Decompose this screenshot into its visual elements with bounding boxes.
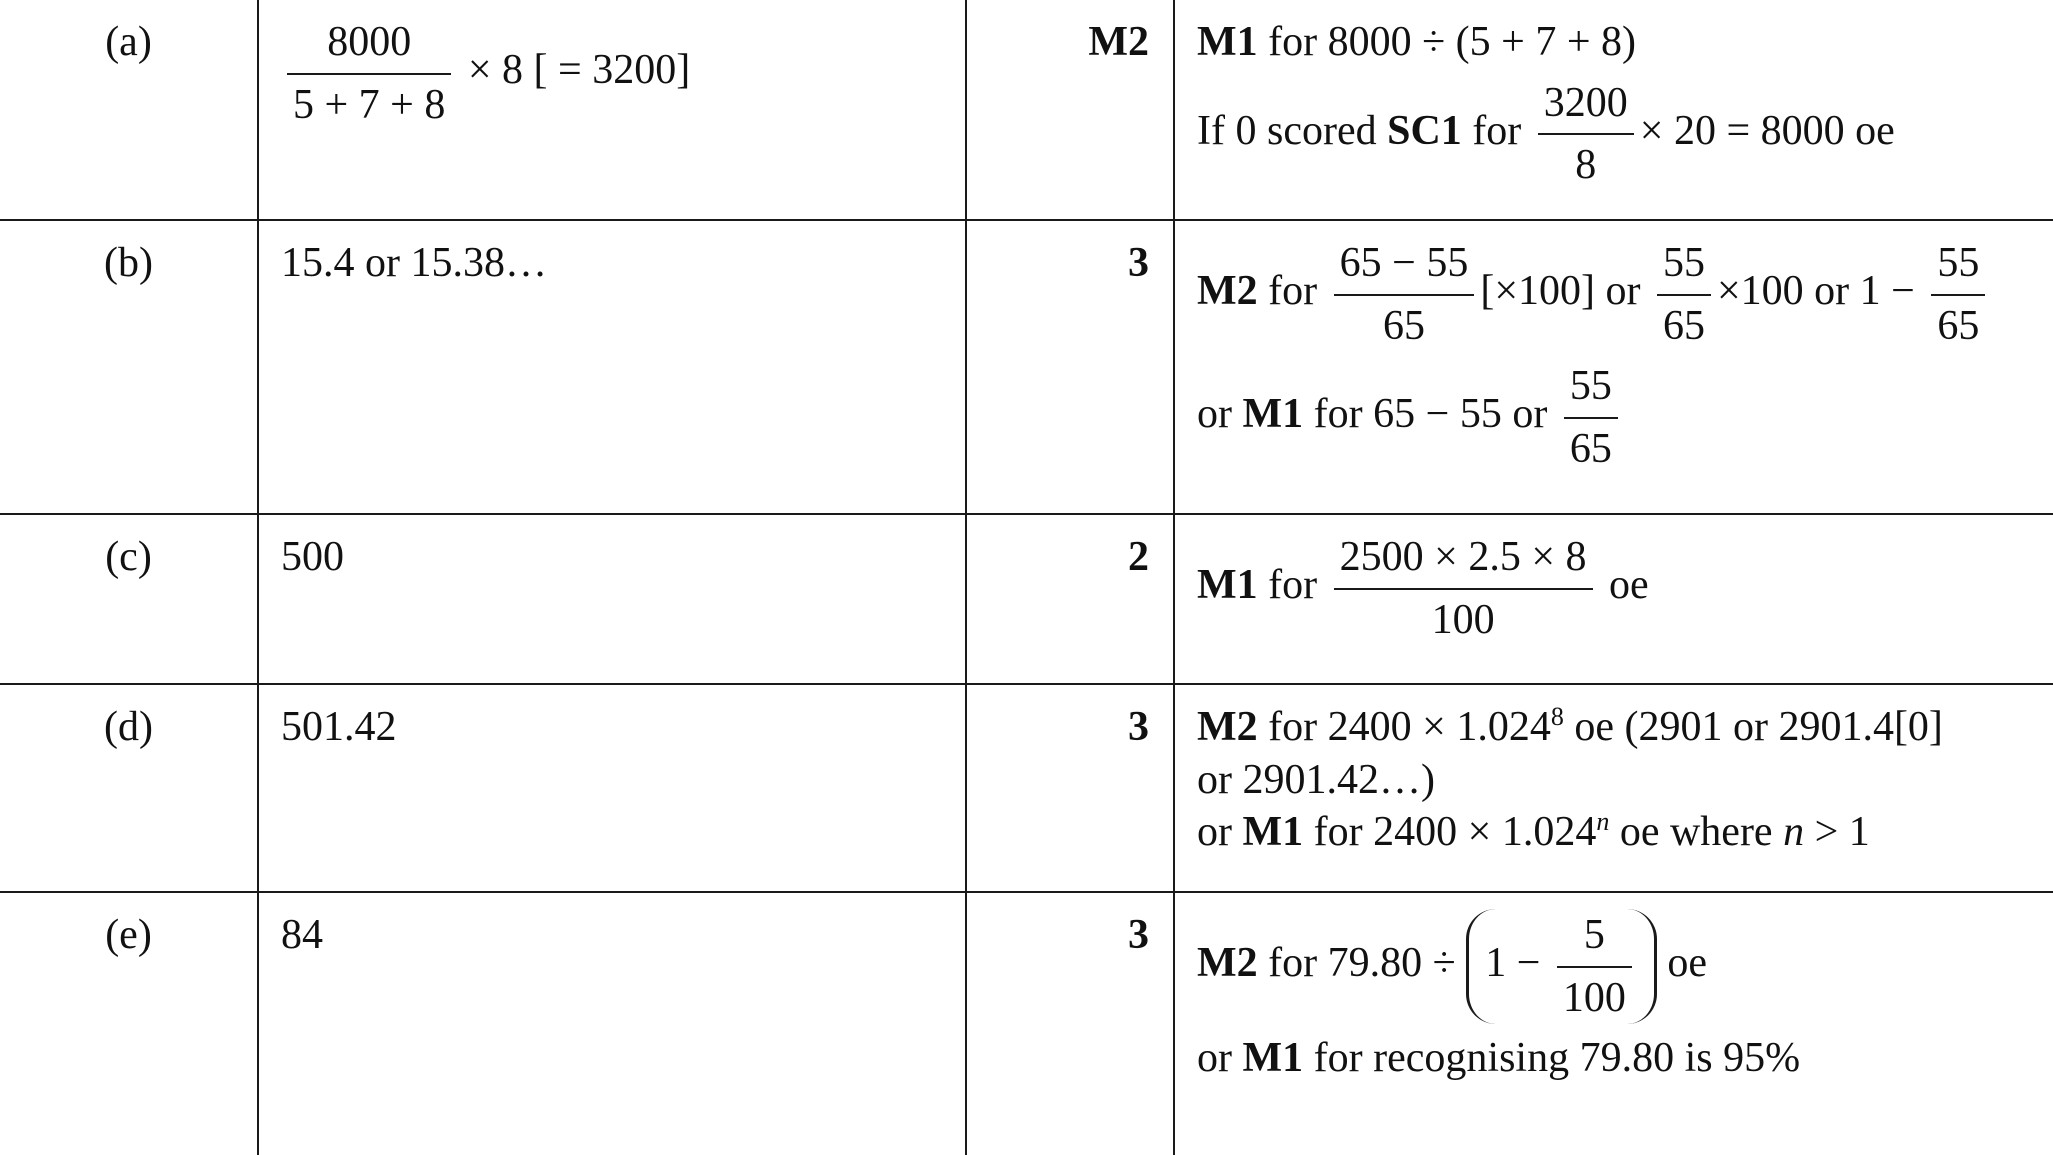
notes-text: > 1 xyxy=(1804,809,1870,855)
notes-text: oe (2901 or 2901.4[0] xyxy=(1563,704,1943,750)
answer-cell xyxy=(258,0,966,220)
fraction xyxy=(1334,531,1593,646)
part-label: (c) xyxy=(0,514,258,684)
exponent: 8 xyxy=(1550,702,1564,731)
mark-code: M2 xyxy=(1197,268,1258,315)
notes-text: for xyxy=(1257,562,1328,609)
numerator: 8000 xyxy=(287,16,451,75)
numerator: 65 − 55 xyxy=(1334,237,1475,296)
notes-cell xyxy=(1174,0,2053,220)
notes-line: or 2901.42…) xyxy=(1197,756,1435,803)
notes-text: 1 − xyxy=(1485,940,1551,987)
numerator: 5 xyxy=(1557,909,1632,968)
notes-text: or xyxy=(1197,391,1243,438)
notes-line xyxy=(1197,909,2031,1024)
notes-text: or xyxy=(1197,809,1243,855)
denominator: 65 xyxy=(1382,302,1425,349)
parenthesised-expression xyxy=(1466,909,1657,1024)
denominator: 100 xyxy=(1431,596,1495,643)
notes-text: oe xyxy=(1598,562,1649,609)
mark-code: M1 xyxy=(1242,1035,1304,1081)
numerator: 55 xyxy=(1564,360,1618,419)
table-row xyxy=(0,514,2053,684)
notes-line xyxy=(1197,701,2031,754)
mark-code: M2 xyxy=(1197,704,1258,750)
fraction xyxy=(1557,909,1632,1024)
denominator: 100 xyxy=(1562,974,1626,1021)
mark-code: M2 xyxy=(1197,940,1258,987)
notes-cell xyxy=(1174,514,2053,684)
notes-text: × 20 = 8000 oe xyxy=(1639,107,1895,154)
notes-cell xyxy=(1174,684,2053,892)
mark-code: M1 xyxy=(1242,809,1304,855)
notes-line xyxy=(1197,237,2031,352)
answer-cell: 84 xyxy=(258,892,966,1155)
notes-text: for xyxy=(1257,268,1328,315)
fraction xyxy=(1931,237,1985,352)
answer-cell: 500 xyxy=(258,514,966,684)
table-row xyxy=(0,892,2053,1155)
part-label: (a) xyxy=(0,0,258,220)
notes-line xyxy=(1197,16,2031,69)
notes-text: for 79.80 ÷ xyxy=(1257,940,1467,987)
mark-code: M1 xyxy=(1197,562,1258,609)
notes-line xyxy=(1197,531,2031,646)
fraction xyxy=(1657,237,1711,352)
notes-text: oe where xyxy=(1609,809,1784,855)
mark-cell: 3 xyxy=(966,892,1174,1155)
notes-cell xyxy=(1174,892,2053,1155)
mark-code: SC1 xyxy=(1387,107,1462,154)
answer-cell: 501.42 xyxy=(258,684,966,892)
variable: n xyxy=(1783,809,1805,855)
answer-text: × 8 [ = 3200] xyxy=(467,47,691,94)
numerator: 3200 xyxy=(1538,77,1634,136)
numerator: 55 xyxy=(1931,237,1985,296)
notes-line xyxy=(1197,360,2031,475)
exponent-variable: n xyxy=(1596,807,1610,836)
fraction xyxy=(1334,237,1475,352)
notes-line xyxy=(1197,1032,2031,1085)
numerator: 2500 × 2.5 × 8 xyxy=(1334,531,1593,590)
notes-line xyxy=(1197,806,2031,859)
notes-text: for xyxy=(1461,107,1532,154)
notes-text: for 8000 ÷ (5 + 7 + 8) xyxy=(1257,19,1637,65)
notes-text: for recognising 79.80 is 95% xyxy=(1303,1035,1801,1081)
exponent xyxy=(1596,807,1609,836)
part-label: (b) xyxy=(0,220,258,514)
answer-cell: 15.4 or 15.38… xyxy=(258,220,966,514)
table-row xyxy=(0,0,2053,220)
notes-cell xyxy=(1174,220,2053,514)
mark-cell: 3 xyxy=(966,220,1174,514)
notes-text: [×100] or xyxy=(1480,268,1651,315)
numerator: 55 xyxy=(1657,237,1711,296)
notes-text: If 0 scored xyxy=(1197,107,1388,154)
denominator: 8 xyxy=(1575,142,1597,188)
mark-cell: 3 xyxy=(966,684,1174,892)
notes-text: or xyxy=(1197,1035,1243,1081)
fraction xyxy=(1538,77,1634,192)
notes-text: for 2400 × 1.024 xyxy=(1303,809,1597,855)
denominator: 5 + 7 + 8 xyxy=(293,81,446,128)
notes-line xyxy=(1197,77,2031,192)
mark-code: M1 xyxy=(1242,391,1304,438)
table-row xyxy=(0,684,2053,892)
notes-text: ×100 or 1 − xyxy=(1716,268,1926,315)
denominator: 65 xyxy=(1662,302,1705,349)
mark-cell: 2 xyxy=(966,514,1174,684)
table-row xyxy=(0,220,2053,514)
fraction xyxy=(1564,360,1618,475)
mark-code: M1 xyxy=(1197,19,1258,65)
mark-cell: M2 xyxy=(966,0,1174,220)
fraction xyxy=(287,16,451,131)
notes-text: for 65 − 55 or xyxy=(1303,391,1558,438)
part-label: (d) xyxy=(0,684,258,892)
notes-text: for 2400 × 1.024 xyxy=(1257,704,1551,750)
notes-text: oe xyxy=(1656,940,1708,987)
denominator: 65 xyxy=(1937,302,1980,349)
denominator: 65 xyxy=(1569,425,1612,472)
part-label: (e) xyxy=(0,892,258,1155)
